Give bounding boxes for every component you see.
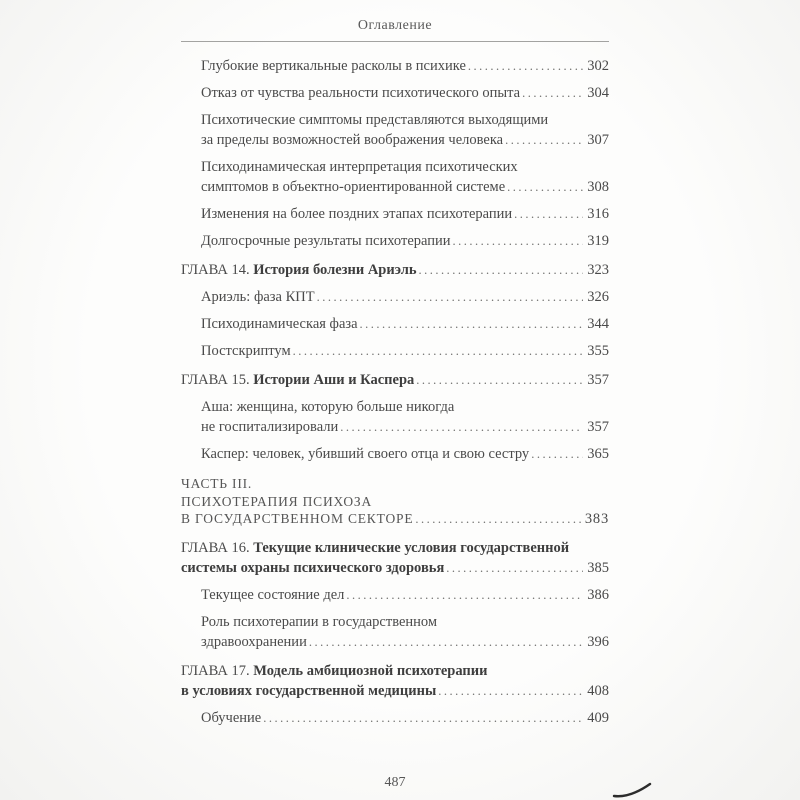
- toc-entry-line: [181, 681, 609, 701]
- toc-entry-sub: [181, 287, 609, 307]
- dot-leader: [453, 231, 584, 251]
- toc-entry-sub: [181, 56, 609, 76]
- entry-page-number: 323: [587, 262, 609, 278]
- chapter-label: ГЛАВА 16.: [181, 539, 254, 556]
- toc-entry-line: [201, 177, 609, 197]
- toc-entry-line: [201, 632, 609, 652]
- toc-entry-line: [181, 493, 609, 511]
- entry-page-number: 409: [587, 709, 609, 726]
- toc-entry-chapter: [181, 538, 609, 578]
- entry-text: Каспер: человек, убивший своего отца и свою сестру: [201, 446, 530, 462]
- dot-leader: [293, 341, 584, 361]
- dot-leader: [340, 417, 583, 437]
- entry-page-number: 355: [587, 343, 609, 359]
- entry-page-number: 307: [587, 132, 609, 148]
- entry-text: [181, 260, 417, 280]
- toc-entry-line: [181, 661, 609, 681]
- entry-text: [181, 558, 444, 578]
- entry-text: Изменения на более поздних этапах психотерапии: [201, 206, 513, 222]
- dot-leader: [360, 314, 584, 334]
- chapter-label: ГЛАВА 14.: [181, 262, 254, 278]
- entry-page-number: 386: [587, 586, 609, 603]
- dot-leader: [309, 632, 583, 652]
- entry-text: Психотические симптомы представляются выходящими: [201, 112, 549, 128]
- toc-entry-chapter: [181, 661, 609, 701]
- entry-page-number: 365: [587, 446, 609, 462]
- entry-text: В ГОСУДАРСТВЕННОМ СЕКТОРЕ: [181, 511, 414, 526]
- toc-entry-line: [181, 538, 609, 558]
- dot-leader: [438, 681, 583, 701]
- dot-leader: [505, 130, 583, 150]
- entry-text: [181, 661, 487, 681]
- entry-text: Текущее состояние дел: [201, 586, 345, 603]
- chapter-title-text: Текущие клинические условия государственной: [253, 539, 570, 556]
- header-divider: [181, 41, 609, 42]
- toc-entry-sub: [181, 314, 609, 334]
- toc-entry-sub: [181, 397, 609, 437]
- toc-entry-sub: [181, 341, 609, 361]
- entry-page-number: 408: [587, 682, 609, 699]
- toc-entry-line: [201, 612, 609, 632]
- page-curl-mark: [612, 781, 656, 800]
- toc-entry-line: [201, 204, 609, 224]
- toc-entry-sub: [181, 110, 609, 150]
- toc-entry-line: [181, 510, 609, 529]
- toc-entry-sub: [181, 83, 609, 103]
- toc-entry-sub: [181, 708, 609, 728]
- entry-text: Ариэль: фаза КПТ: [201, 289, 315, 305]
- toc-entry-line: [201, 397, 609, 417]
- entry-page-number: 357: [587, 419, 609, 435]
- entry-page-number: 326: [587, 289, 609, 305]
- entry-text: Постскриптум: [201, 343, 291, 359]
- chapter-title-text: в условиях государственной медицины: [181, 682, 437, 699]
- chapter-title-text: История болезни Ариэль: [253, 262, 417, 278]
- page-content: [181, 18, 609, 735]
- page-number-footer: 487: [384, 775, 406, 790]
- toc-entry-sub: [181, 612, 609, 652]
- dot-leader: [507, 177, 583, 197]
- entry-page-number: 304: [587, 85, 609, 101]
- dot-leader: [263, 708, 583, 728]
- entry-page-number: 316: [587, 206, 609, 222]
- toc-entry-sub: [181, 444, 609, 464]
- toc-entry-line: [201, 287, 609, 307]
- dot-leader: [446, 558, 583, 578]
- entry-text: Отказ от чувства реальности психотического опыта: [201, 85, 521, 101]
- entry-text: [181, 681, 436, 701]
- chapter-title-text: Модель амбициозной психотерапии: [253, 662, 488, 679]
- toc-title: Оглавление: [357, 18, 433, 33]
- dot-leader: [514, 204, 583, 224]
- entry-page-number: 357: [587, 372, 609, 388]
- entry-text: здравоохранении: [201, 633, 307, 650]
- dot-leader: [346, 585, 583, 605]
- toc-entry-line: [201, 56, 609, 76]
- toc-entry-sub: [181, 204, 609, 224]
- toc-entry-line: [201, 157, 609, 177]
- dot-leader: [419, 260, 584, 280]
- dot-leader: [531, 444, 583, 464]
- toc-entry-line: [181, 558, 609, 578]
- entry-text: Психодинамическая фаза: [201, 316, 358, 332]
- entry-page-number: 319: [587, 233, 609, 249]
- entry-page-number: 383: [584, 511, 609, 527]
- entry-text: Психодинамическая интерпретация психотических: [201, 159, 518, 175]
- toc-entry-line: [181, 475, 609, 493]
- entry-text: Глубокие вертикальные расколы в психике: [201, 58, 466, 74]
- entry-text: Аша: женщина, которую больше никогда: [201, 399, 455, 415]
- toc-entry-line: [181, 370, 609, 390]
- toc-entry-line: [201, 708, 609, 728]
- toc-entry-line: [181, 260, 609, 280]
- entry-text: Долгосрочные результаты психотерапии: [201, 233, 451, 249]
- entry-text: за пределы возможностей воображения человека: [201, 132, 504, 148]
- toc-entry-chapter: [181, 260, 609, 280]
- toc-entry-line: [201, 231, 609, 251]
- entry-page-number: 308: [587, 179, 609, 195]
- chapter-label: ГЛАВА 17.: [181, 662, 254, 679]
- entry-page-number: 396: [587, 633, 609, 650]
- toc-entry-part: [181, 475, 609, 529]
- entry-text: [181, 370, 414, 390]
- entry-text: ЧАСТЬ III.: [181, 476, 253, 491]
- toc-entry-line: [201, 130, 609, 150]
- dot-leader: [416, 370, 583, 390]
- toc-entry-line: [201, 110, 609, 130]
- dot-leader: [468, 56, 583, 76]
- dot-leader: [317, 287, 584, 307]
- entry-page-number: 385: [587, 559, 609, 576]
- chapter-title-text: Истории Аши и Каспера: [253, 372, 415, 388]
- toc-entry-sub: [181, 157, 609, 197]
- entry-text: Обучение: [201, 709, 262, 726]
- chapter-title-text: системы охраны психического здоровья: [181, 559, 445, 576]
- toc-entry-line: [201, 341, 609, 361]
- entry-page-number: 302: [587, 58, 609, 74]
- toc-entry-sub: [181, 585, 609, 605]
- page-header: [181, 18, 609, 42]
- toc-entry-line: [201, 417, 609, 437]
- chapter-label: ГЛАВА 15.: [181, 372, 254, 388]
- entry-text: ПСИХОТЕРАПИЯ ПСИХОЗА: [181, 493, 373, 509]
- entry-page-number: 344: [587, 316, 609, 332]
- toc-entry-line: [201, 314, 609, 334]
- entry-text: не госпитализировали: [201, 419, 339, 435]
- entry-text: Роль психотерапии в государственном: [201, 613, 438, 630]
- dot-leader: [522, 83, 583, 103]
- toc-entry-line: [201, 585, 609, 605]
- toc-entry-line: [201, 83, 609, 103]
- dot-leader: [415, 510, 580, 529]
- entry-text: симптомов в объектно-ориентированной системе: [201, 179, 506, 195]
- toc-entry-line: [201, 444, 609, 464]
- toc-entry-chapter: [181, 370, 609, 390]
- toc-list: [181, 56, 609, 728]
- toc-entry-sub: [181, 231, 609, 251]
- entry-text: [181, 538, 569, 558]
